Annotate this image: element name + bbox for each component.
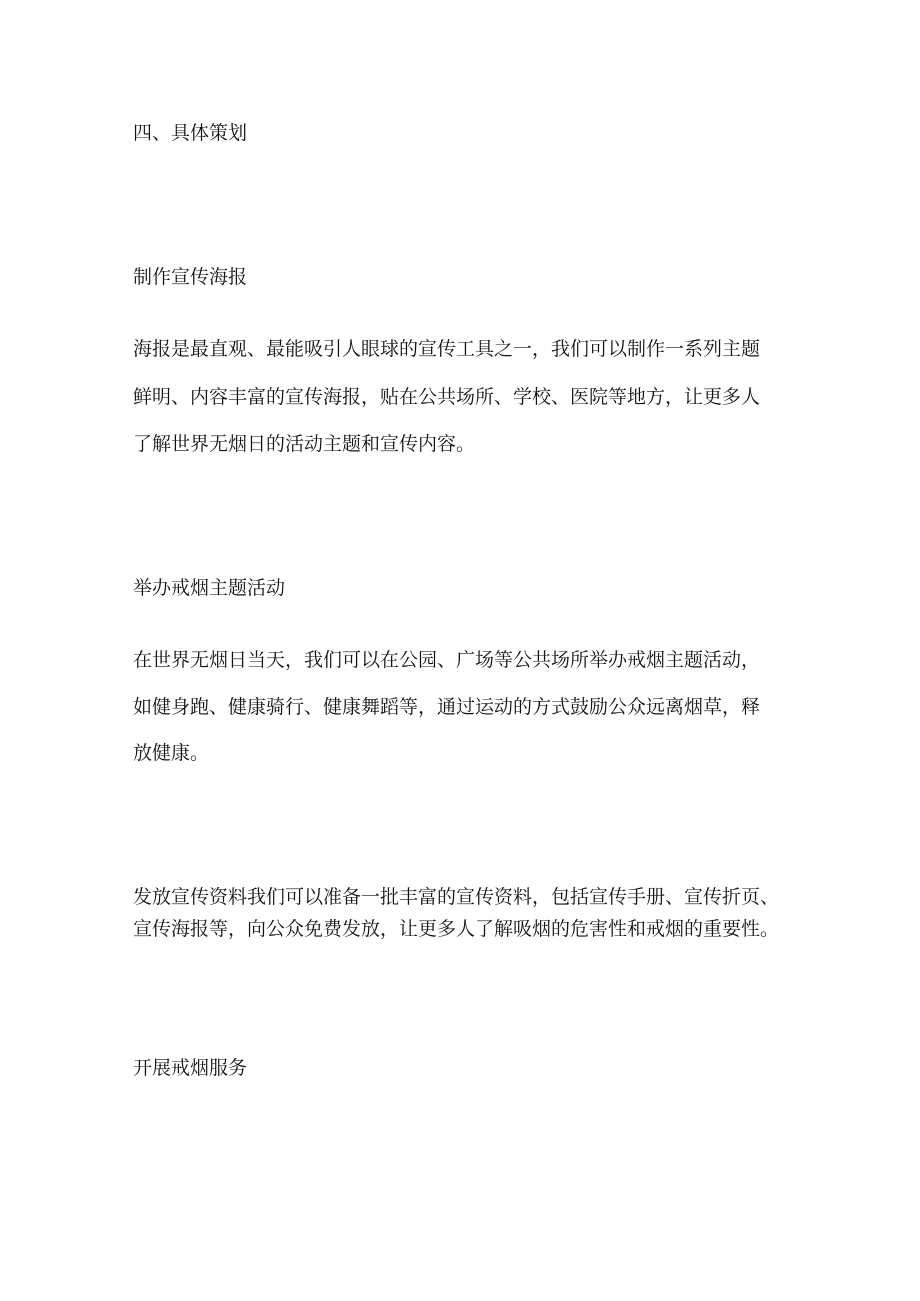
paragraph-line: 放健康。 [133, 742, 210, 764]
heading-make-posters: 制作宣传海报 [133, 266, 248, 288]
paragraph-line: 宣传海报等，向公众免费发放，让更多人了解吸烟的危害性和戒烟的重要性。 [133, 918, 780, 940]
paragraph-line: 海报是最直观、最能吸引人眼球的宣传工具之一，我们可以制作一系列主题 [133, 338, 761, 360]
heading-hold-activities: 举办戒烟主题活动 [133, 577, 286, 599]
paragraph-line: 在世界无烟日当天，我们可以在公园、广场等公共场所举办戒烟主题活动， [133, 649, 761, 671]
paragraph-line: 发放宣传资料我们可以准备一批丰富的宣传资料，包括宣传手册、宣传折页、 [133, 886, 780, 908]
paragraph-line: 了解世界无烟日的活动主题和宣传内容。 [133, 433, 476, 455]
paragraph-line: 鲜明、内容丰富的宣传海报，贴在公共场所、学校、医院等地方，让更多人 [133, 386, 761, 408]
paragraph-line: 如健身跑、健康骑行、健康舞蹈等，通过运动的方式鼓励公众远离烟草，释 [133, 696, 761, 718]
section-title: 四、具体策划 [133, 122, 248, 144]
heading-smoking-cessation-services: 开展戒烟服务 [133, 1057, 248, 1079]
